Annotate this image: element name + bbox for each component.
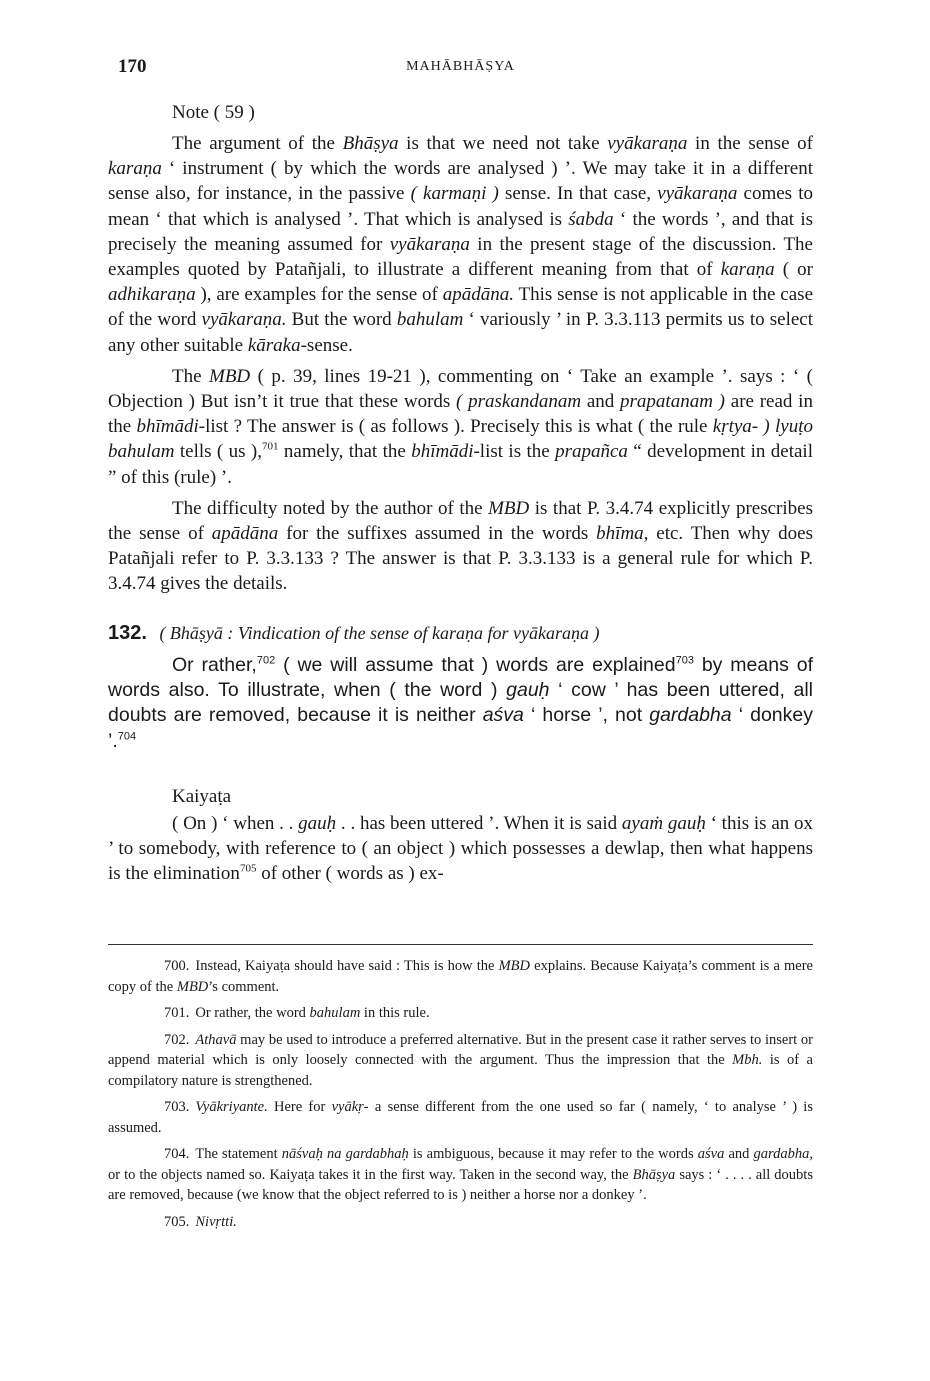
italic-term: bhīma, xyxy=(596,523,649,545)
text-run: is that P. 3.4.74 explicitly prescribes the sense of xyxy=(108,497,813,545)
text-run: tells ( us ), xyxy=(174,441,262,463)
footnote xyxy=(108,1212,813,1233)
italic-term: vyākṛ- xyxy=(331,1099,369,1115)
text-run: “ development in detail ” of this (rule) ’. xyxy=(108,441,813,488)
text-run: is of a compilatory nature is strengthened. xyxy=(108,1052,813,1089)
text-run: in the sense of xyxy=(687,133,813,154)
italic-term: Nivṛtti. xyxy=(195,1213,237,1230)
note-title: Note ( 59 ) xyxy=(172,102,255,123)
text-run: Or rather, xyxy=(172,653,257,676)
italic-term: gauḥ xyxy=(506,678,550,701)
footnote xyxy=(108,1097,813,1138)
footnote xyxy=(108,1030,813,1092)
italic-term: vyākaraṇa. xyxy=(201,309,287,331)
text-run: Here for xyxy=(267,1099,332,1115)
italic-term: kāraka xyxy=(247,334,301,356)
footnote-divider xyxy=(108,944,813,945)
section-number: 132. xyxy=(108,621,147,644)
text-run: ‘ variously ’ in P. 3.3.113 permits us to select any other suitable xyxy=(108,309,814,356)
footnote-number: 704. xyxy=(164,1146,190,1162)
italic-term: aśva xyxy=(482,704,524,727)
footnote-text xyxy=(108,958,813,995)
italic-term: MBD xyxy=(498,958,531,974)
footnote-text xyxy=(195,1005,429,1021)
text-run: namely, that the xyxy=(278,441,412,463)
footnote-text xyxy=(195,1214,237,1230)
italic-term: Bhāṣya xyxy=(632,1166,676,1183)
italic-term: śabda xyxy=(568,208,614,230)
text-run: ‘ instrument ( by which the words are analysed ) ’. We may take it in a different sense also, for instance, in the passive xyxy=(108,158,813,205)
text-run: ‘ this is an ox ’ to somebody, with reference to ( an object ) which possesses a dewlap, then what happens is the elimination xyxy=(108,812,814,884)
italic-term: vyākaraṇa xyxy=(607,133,688,154)
footnote-reference: 704 xyxy=(117,730,137,743)
text-run: is that we need not take xyxy=(398,133,608,154)
italic-term: gauḥ xyxy=(298,812,337,834)
italic-term: prapañca xyxy=(555,441,628,463)
italic-term: MBD xyxy=(488,497,530,519)
italic-term: ( praskandanam xyxy=(456,391,582,413)
italic-term: MBD xyxy=(209,365,251,387)
footnote-number: 703. xyxy=(164,1099,190,1115)
italic-term: aśva xyxy=(697,1146,725,1162)
text-run: -list ? The answer is ( as follows ). Precisely this is what ( the rule xyxy=(198,416,713,438)
italic-term: apādāna xyxy=(211,523,279,545)
text-run: ‘ the words ’, and that is precisely the meaning assumed for xyxy=(108,208,814,255)
text-run: The difficulty noted by the author of the xyxy=(172,497,489,519)
text-run: ( On ) ‘ when . . xyxy=(172,812,299,834)
kaiyata-title: Kaiyaṭa xyxy=(172,785,232,807)
footnote-number: 705. xyxy=(164,1213,190,1230)
text-run: of other ( words as ) ex- xyxy=(256,862,444,884)
bhasya-translation xyxy=(108,653,813,754)
running-title: MAHĀBHĀṢYA xyxy=(406,59,515,74)
text-run: or to the objects named so. Kaiyaṭa takes it in the first way. Taken in the second way, the xyxy=(108,1166,633,1183)
footnote-text xyxy=(108,1099,813,1136)
italic-term: gardabha xyxy=(649,704,732,727)
italic-term: Mbh. xyxy=(732,1052,763,1068)
footnote xyxy=(108,1144,813,1206)
footnote-reference: 702 xyxy=(256,654,276,667)
text-run: Or rather, the word xyxy=(195,1005,310,1021)
text-run: in this rule. xyxy=(360,1005,430,1021)
footnote-reference: 701 xyxy=(262,441,279,454)
text-run: may be used to introduce a preferred alternative. But in the present case it rather serves to insert or append material which is only loosely connected with the argument. Thus the impression that the xyxy=(108,1031,813,1068)
italic-term: Vyākriyante. xyxy=(195,1099,268,1115)
note-paragraph xyxy=(108,364,813,490)
page-body xyxy=(108,100,813,886)
italic-term: gardabha, xyxy=(753,1146,814,1162)
text-run: Instead, Kaiyaṭa should have said : This is how the xyxy=(195,958,499,974)
italic-term: bahulam xyxy=(396,309,464,331)
text-run: ’s comment. xyxy=(208,978,280,995)
text-run: ), are examples for the sense of xyxy=(195,284,443,306)
text-run: comes to mean ‘ that which is analysed ’. That which is analysed is xyxy=(108,183,813,230)
kaiyata-commentary xyxy=(108,811,813,886)
text-run: for the suffixes assumed in the words xyxy=(278,523,597,545)
footnote xyxy=(108,956,813,997)
text-run: a sense different from the one used so far ( namely, ‘ to analyse ’ ) is assumed. xyxy=(108,1099,813,1136)
italic-term: prapatanam ) xyxy=(620,391,726,413)
text-run: . . has been uttered ’. When it is said xyxy=(336,812,622,834)
footnote-text xyxy=(108,1146,813,1203)
footnotes xyxy=(108,956,813,1238)
footnote-reference: 703 xyxy=(675,654,694,667)
text-run: ( we will assume that ) words are explained xyxy=(275,653,676,676)
italic-term: adhikaraṇa xyxy=(108,284,196,306)
italic-term: bhīmādi xyxy=(411,441,474,463)
text-run: are read in the xyxy=(108,391,813,438)
text-run: says : ‘ . . . . all doubts are removed, because (we know that the object referred to is ) neither a horse nor a donkey ’. xyxy=(108,1166,813,1203)
text-run: The argument of the xyxy=(172,133,343,154)
italic-term: vyākaraṇa xyxy=(657,183,738,205)
italic-term: karaṇa xyxy=(108,158,162,180)
italic-term: nāśvaḥ na gardabhaḥ xyxy=(281,1146,409,1162)
italic-term: bhīmādi xyxy=(136,416,199,438)
text-run: ‘ cow ’ has been uttered, all doubts are removed, because it is neither xyxy=(108,678,813,727)
italic-term: bahulam xyxy=(309,1005,361,1021)
italic-term: Bhāṣya xyxy=(342,133,399,154)
text-run: ( p. 39, lines 19-21 ), commenting on ‘ Take an example ’. says : ‘ ( Objection ) But isn’t it true that these words xyxy=(108,365,814,413)
page-header xyxy=(108,52,813,82)
text-run: The statement xyxy=(195,1146,282,1162)
text-run: ‘ donkey ’. xyxy=(108,704,813,752)
italic-term: karaṇa xyxy=(720,259,775,281)
italic-term: ayaṁ gauḥ xyxy=(621,812,706,834)
footnote-number: 700. xyxy=(164,958,190,974)
italic-term: kṛtya- ) lyuṭo bahulam xyxy=(108,416,813,463)
footnote xyxy=(108,1003,813,1024)
text-run: -list is the xyxy=(473,441,556,463)
text-run: explains. Because Kaiyaṭa’s comment is a mere copy of the xyxy=(108,958,813,995)
italic-term: apādāna. xyxy=(442,284,514,306)
text-run: and xyxy=(581,391,621,413)
text-run: This sense is not applicable in the case of the word xyxy=(108,284,813,331)
text-run: etc. Then why does Patañjali refer to P. 3.3.133 ? The answer is that P. 3.3.133 is a general rule for which P. 3.4.74 gives the details. xyxy=(108,523,813,595)
text-run: by means of words also. To illustrate, when ( the word ) xyxy=(108,653,813,701)
italic-term: vyākaraṇa xyxy=(389,233,470,255)
italic-term: ( karmaṇi ) xyxy=(410,183,499,205)
footnote-number: 702. xyxy=(164,1031,190,1048)
page-number: 170 xyxy=(118,56,147,77)
text-run: ‘ horse ’, not xyxy=(523,704,650,727)
text-run: -sense. xyxy=(300,334,353,356)
note-paragraph xyxy=(108,496,813,597)
section-heading xyxy=(108,621,813,645)
note-paragraph xyxy=(108,131,813,358)
text-run: ( or xyxy=(774,259,814,281)
text-run: is ambiguous, because it may refer to the words xyxy=(408,1146,698,1162)
text-run: in the present stage of the discussion. The examples quoted by Patañjali, to illustrate a different meaning from that of xyxy=(108,233,813,281)
text-run: sense. In that case, xyxy=(498,183,658,205)
italic-term: Athavā xyxy=(195,1031,237,1048)
italic-term: MBD xyxy=(176,978,209,995)
footnote-reference: 705 xyxy=(239,862,257,875)
footnote-number: 701. xyxy=(164,1005,190,1021)
text-run: The xyxy=(172,365,209,387)
text-run: and xyxy=(724,1146,754,1162)
text-run: But the word xyxy=(286,309,397,331)
section-title: ( Bhāṣyā : Vindication of the sense of karaṇa for vyākaraṇa ) xyxy=(159,622,600,643)
footnote-text xyxy=(108,1032,813,1089)
